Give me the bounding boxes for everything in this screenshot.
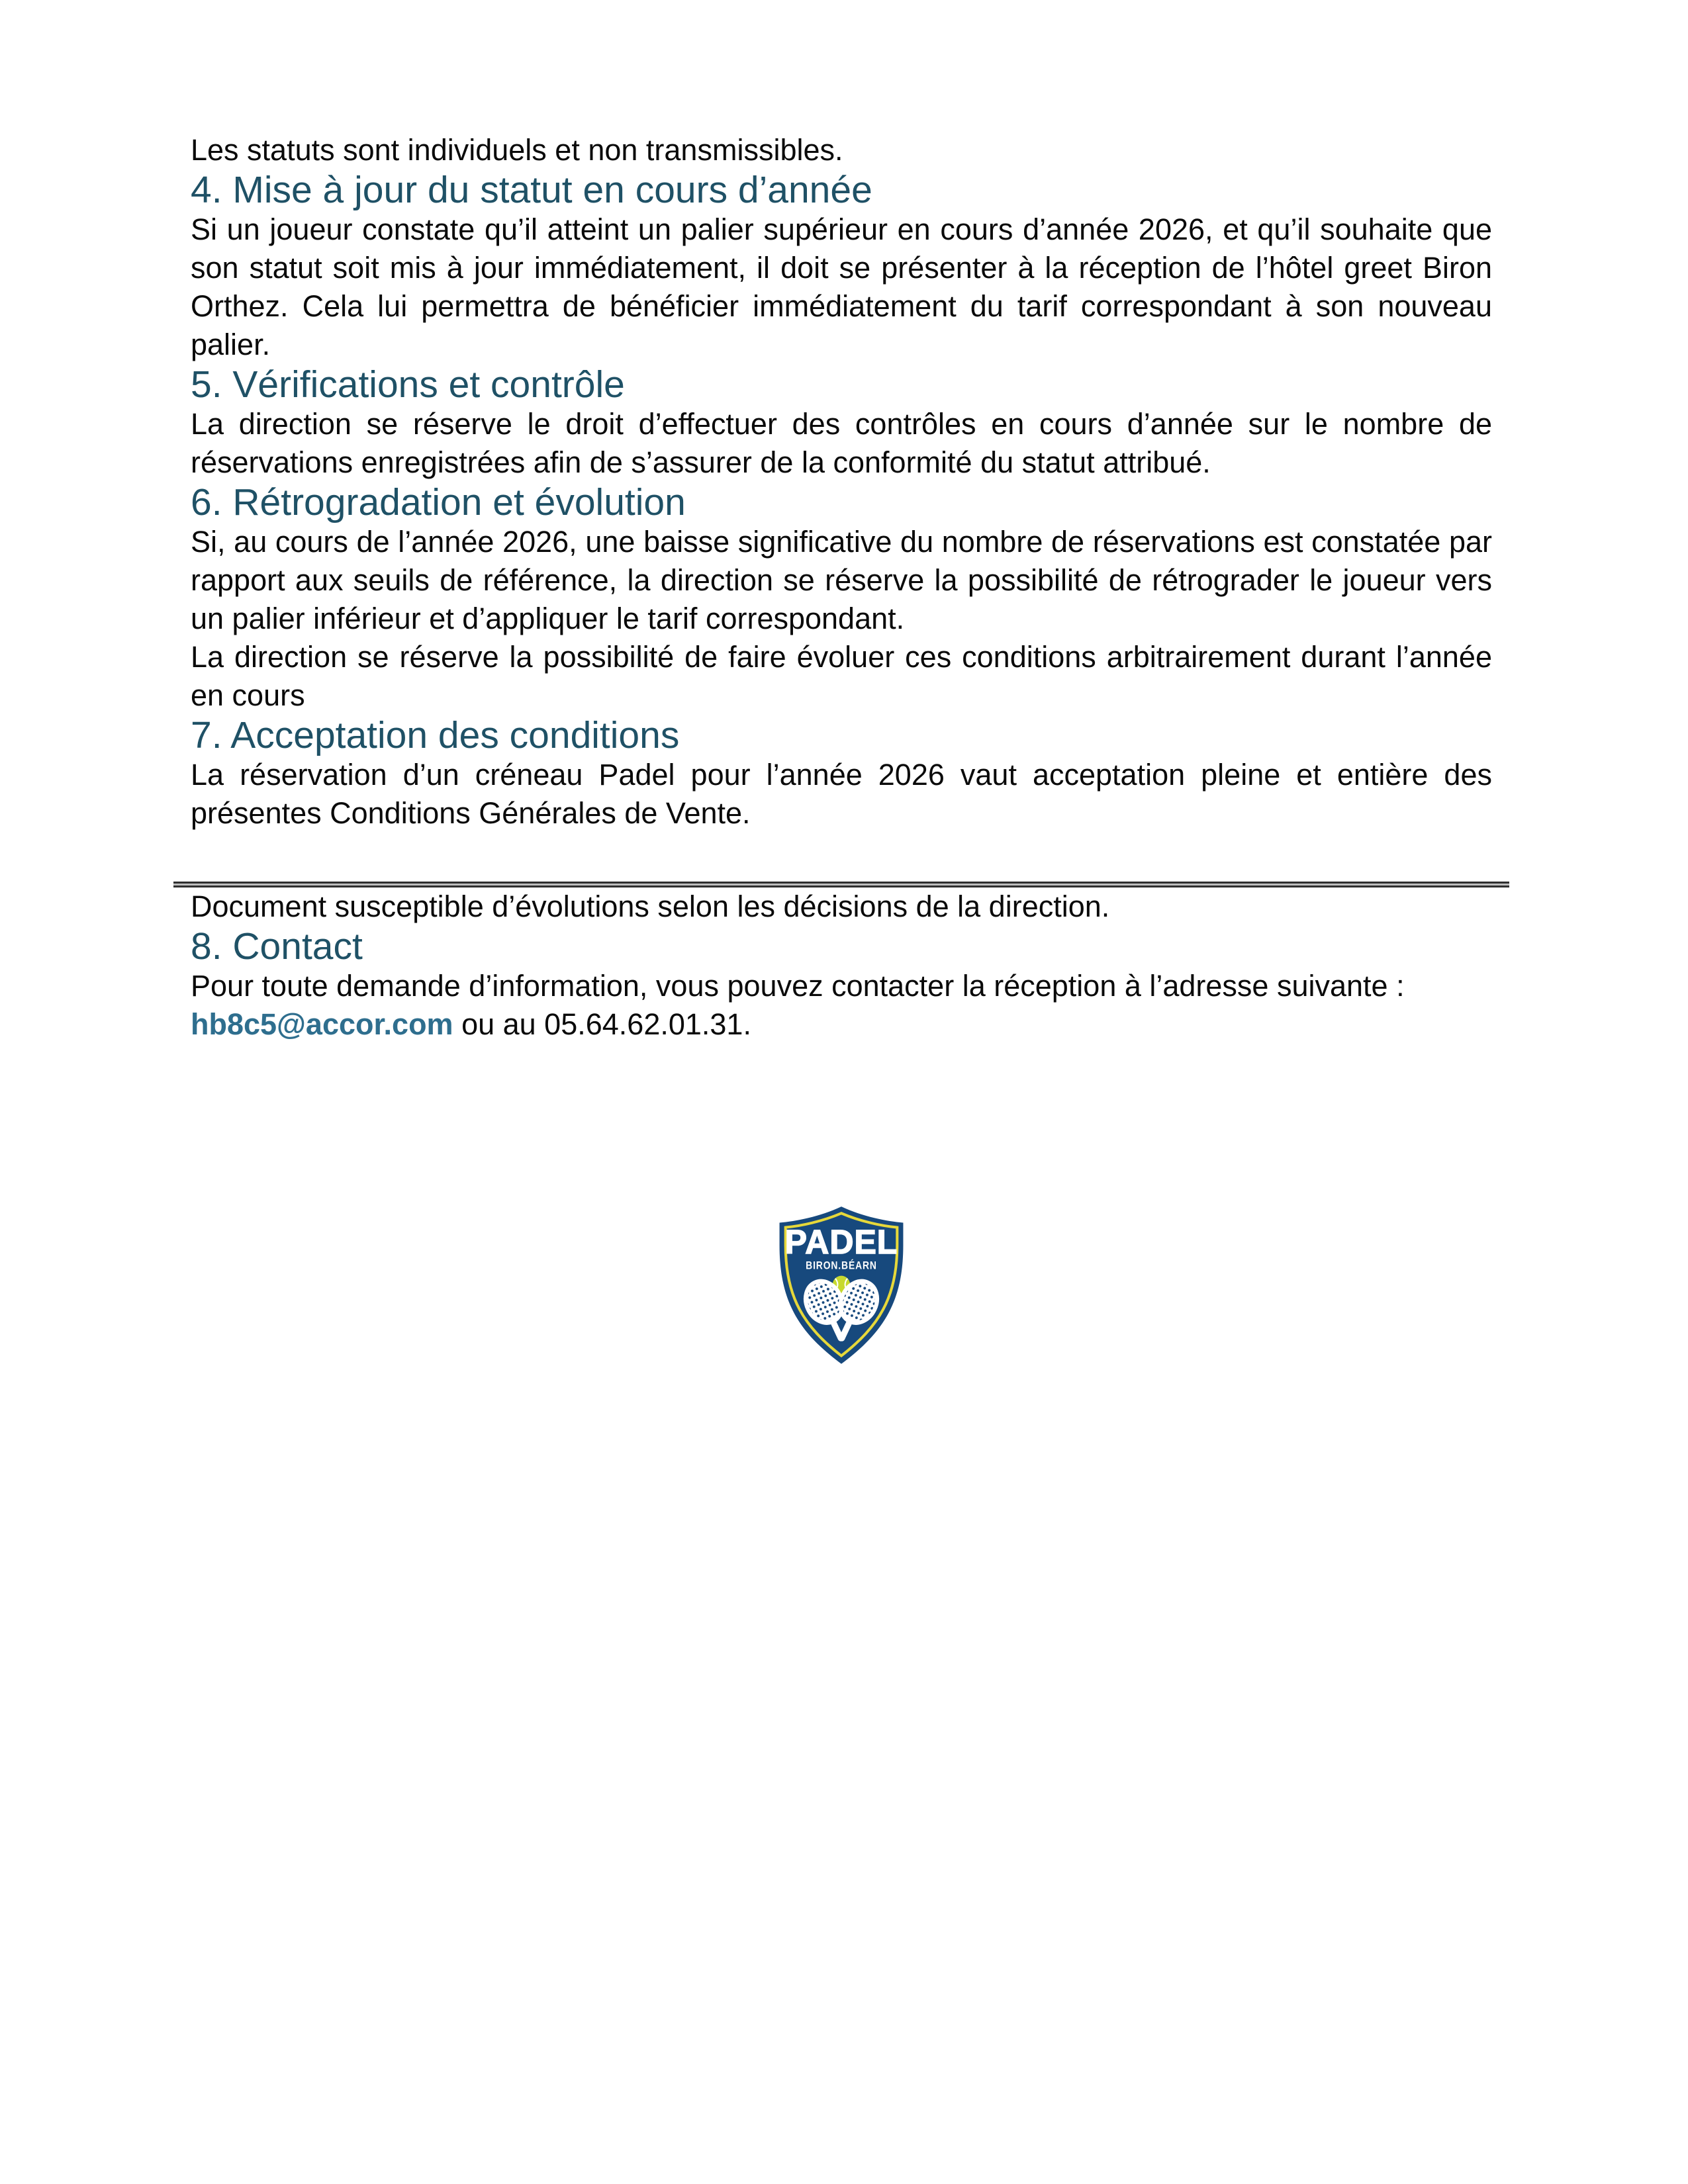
contact-intro-text: Pour toute demande d’information, vous pouvez contacter la réception à l’adresse suivante : (191, 969, 1405, 1003)
section-6-paragraph-2: La direction se réserve la possibilité de faire évoluer ces conditions arbitrairement durant l’année en cours (191, 640, 1492, 712)
logo-title: PADEL (784, 1223, 898, 1261)
section-4-paragraph: Si un joueur constate qu’il atteint un palier supérieur en cours d’année 2026, et qu’il souhaite que son statut soit mis à jour immédiatement, il doit se présenter à la réception de l’hôtel greet Biron Orthez. Cela lui permettra de bénéficier immédiatement du tarif correspondant à son nouveau palier. (191, 212, 1492, 361)
contact-phone-text: ou au 05.64.62.01.31. (453, 1007, 751, 1041)
section-heading-5: 5. Vérifications et contrôle (191, 363, 625, 406)
padel-club-logo (770, 1204, 913, 1375)
section-heading-7: 7. Acceptation des conditions (191, 714, 680, 756)
section-5-paragraph: La direction se réserve le droit d’effectuer des contrôles en cours d’année sur le nombre de réservations enregistrées afin de s’assurer de la conformité du statut attribué. (191, 407, 1492, 479)
contact-email-link[interactable]: hb8c5@accor.com (191, 1007, 453, 1041)
section-heading-6: 6. Rétrogradation et évolution (191, 481, 686, 523)
section-heading-4: 4. Mise à jour du statut en cours d’année (191, 169, 872, 211)
horizontal-rule (173, 882, 1509, 887)
contact-paragraph (191, 967, 1492, 1044)
section-7-paragraph: La réservation d’un créneau Padel pour l’année 2026 vaut acceptation pleine et entière des présentes Conditions Générales de Vente. (191, 758, 1492, 830)
logo-subtitle: BIRON.BÉARN (806, 1259, 889, 1272)
section-heading-8: 8. Contact (191, 925, 363, 968)
revision-note: Document susceptible d’évolutions selon les décisions de la direction. (191, 889, 1110, 923)
logo-container (191, 1204, 1492, 1375)
intro-paragraph: Les statuts sont individuels et non transmissibles. (191, 133, 843, 167)
section-6-paragraph-1: Si, au cours de l’année 2026, une baisse significative du nombre de réservations est constatée par rapport aux seuils de référence, la direction se réserve la possibilité de rétrograder le joueur vers un palier inférieur et d’appliquer le tarif correspondant. (191, 525, 1492, 635)
